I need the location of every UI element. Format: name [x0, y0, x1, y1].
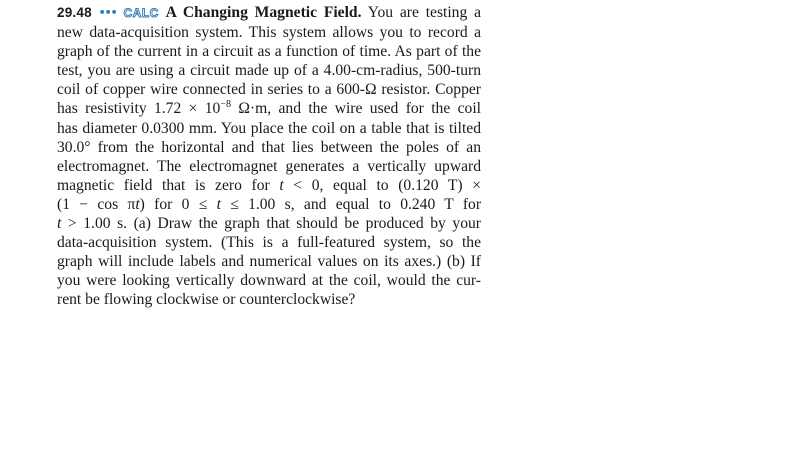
problem-text-segment: coil of copper wire connected in series to a 600-Ω resistor. Copper — [57, 81, 481, 99]
problem-text-segment: ) for 0 ≤ — [139, 195, 217, 213]
problem-line-8 — [57, 138, 481, 157]
problem-line-9 — [57, 157, 481, 176]
problem-line-12 — [57, 214, 481, 233]
problem-text — [57, 3, 481, 310]
problem-text-segment: new data-acquisition system. This system allows you to record a — [57, 24, 481, 42]
problem-text-segment: (1 − cos π — [57, 195, 136, 213]
problem-text-segment: electromagnet. The electromagnet generates a vertically upward — [57, 157, 481, 175]
problem-line-1 — [57, 3, 481, 23]
problem-line-5 — [57, 80, 481, 99]
problem-line-10 — [57, 176, 481, 195]
problem-text-segment: has resistivity 1.72 × 10 — [57, 100, 221, 118]
problem-line-2 — [57, 23, 481, 42]
problem-text-segment: graph of the current in a circuit as a function of time. As part of the — [57, 43, 481, 61]
problem-text-segment: Ω·m, and the wire used for the coil — [230, 100, 481, 118]
problem-text-segment: data-acquisition system. (This is a full-featured system, so the — [57, 234, 481, 252]
problem-text-segment: > 1.00 s. (a) Draw the graph that should be produced by your — [61, 215, 481, 233]
problem-text-segment: has diameter 0.0300 mm. You place the coil on a table that is tilted — [57, 119, 481, 137]
exponent: −8 — [220, 99, 231, 111]
variable-t: t — [279, 176, 284, 194]
problem-text-segment: magnetic field that is zero for — [57, 176, 280, 194]
problem-text-segment: graph will include labels and numerical values on its axes.) (b) If — [57, 253, 481, 271]
problem-text-segment: ≤ 1.00 s, and equal to 0.240 T for — [220, 195, 482, 213]
problem-line-14 — [57, 252, 481, 271]
problem-text-segment: < 0, equal to (0.120 T) × — [283, 176, 481, 194]
calc-tag: CALC — [123, 6, 159, 20]
problem-text-segment: You are testing a — [367, 4, 481, 21]
problem-line-15 — [57, 271, 481, 290]
problem-text-segment: rent be flowing clockwise or counterclockwise? — [57, 291, 356, 309]
variable-t: t — [135, 195, 140, 213]
problem-line-3 — [57, 42, 481, 61]
problem-line-4 — [57, 61, 481, 80]
variable-t: t — [57, 215, 62, 233]
problem-line-11 — [57, 195, 481, 214]
problem-line-16 — [57, 290, 481, 309]
problem-number: 29.48 — [57, 5, 92, 20]
variable-t: t — [216, 195, 221, 213]
problem-line-7 — [57, 119, 481, 138]
problem-line-6 — [57, 99, 481, 118]
problem-text-segment: 30.0° from the horizontal and that lies between the poles of an — [57, 138, 481, 156]
problem-text-segment: test, you are using a circuit made up of a 4.00-cm-radius, 500-turn — [57, 62, 481, 80]
difficulty-dots-icon: ••• — [98, 6, 117, 19]
problem-title: A Changing Magnetic Field. — [165, 4, 362, 21]
problem-line-13 — [57, 233, 481, 252]
problem-text-segment: you were looking vertically downward at the coil, would the cur- — [57, 272, 481, 290]
